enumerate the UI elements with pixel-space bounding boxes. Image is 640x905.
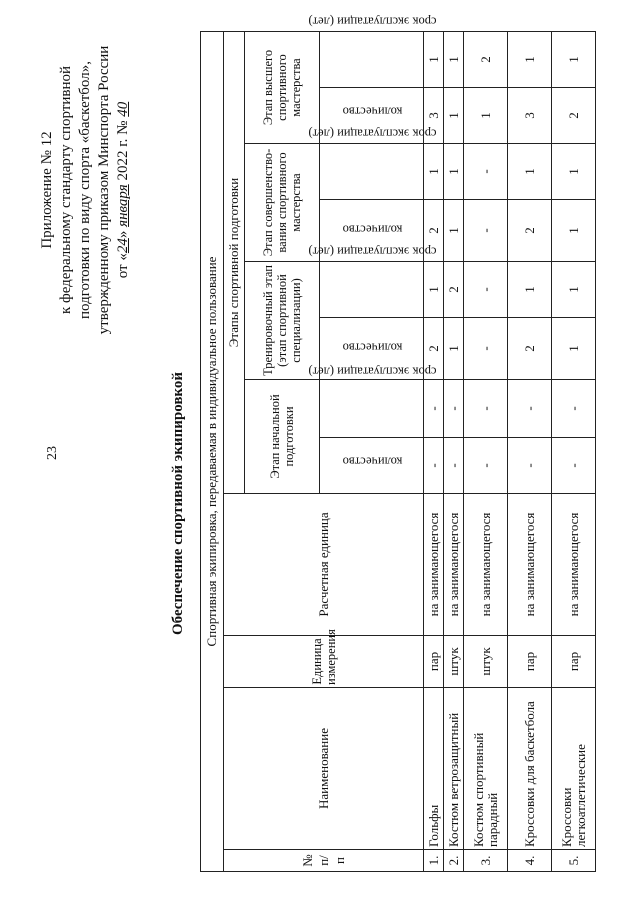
row-num: 3. (464, 850, 508, 872)
row-unit: пар (508, 636, 552, 688)
row-value: 1 (508, 262, 552, 318)
page-title: Обеспечение спортивной экипировкой (170, 371, 186, 635)
row-unit: штук (444, 636, 464, 688)
table-row (424, 32, 444, 872)
row-value: 1 (444, 32, 464, 88)
table-row (464, 32, 508, 872)
date-mid: » (115, 230, 131, 239)
col-name-header: Наименование (224, 688, 424, 850)
row-value: 1 (444, 144, 464, 200)
term-header (307, 244, 437, 318)
row-value: - (552, 438, 596, 494)
row-num: 5. (552, 850, 596, 872)
row-value: 1 (552, 200, 596, 262)
col-calc-header: Расчетная единица (224, 494, 424, 636)
date-number: 40 (115, 101, 131, 117)
qty-label: количество (342, 104, 402, 119)
appendix-header (38, 35, 133, 345)
row-value: - (444, 438, 464, 494)
appendix-line: утвержденному приказом Минспорта России (96, 45, 112, 335)
row-unit: штук (464, 636, 508, 688)
row-calc: на занимающегося (508, 494, 552, 636)
row-value: - (508, 380, 552, 438)
row-value: - (464, 144, 508, 200)
table-row (508, 32, 552, 872)
row-value: 2 (424, 318, 444, 380)
row-value: 1 (424, 262, 444, 318)
row-value: - (552, 380, 596, 438)
row-name: Гольфы (424, 688, 444, 850)
row-value: 1 (464, 88, 508, 144)
row-value: 2 (552, 88, 596, 144)
row-value: - (424, 438, 444, 494)
row-value: - (464, 262, 508, 318)
row-value: 2 (424, 200, 444, 262)
equipment-table (200, 14, 596, 872)
date-prefix: от « (115, 253, 131, 279)
row-name: Кроссовки для баскетбола (508, 688, 552, 850)
row-value: - (464, 380, 508, 438)
row-value: 1 (444, 318, 464, 380)
row-value: 1 (444, 88, 464, 144)
row-value: 3 (424, 88, 444, 144)
row-value: 3 (508, 88, 552, 144)
row-value: - (424, 380, 444, 438)
stages-header: Этапы спортивной подготовки (224, 32, 245, 494)
table-row (444, 32, 464, 872)
term-header (307, 126, 437, 200)
row-num: 2. (444, 850, 464, 872)
stage-header-4: Этап высшего спортивного мастерства (245, 32, 320, 144)
appendix-date (114, 35, 133, 345)
row-value: 1 (424, 32, 444, 88)
row-name: Кроссовки легкоатлетические (552, 688, 596, 850)
qty-label: количество (342, 222, 402, 237)
term-label: срок эксплуатации (лет) (307, 244, 437, 259)
col-unit-header: Единица измерения (224, 636, 424, 688)
row-name: Костюм ветрозащитный (444, 688, 464, 850)
row-unit: пар (424, 636, 444, 688)
date-day: 24 (115, 238, 131, 254)
row-value: 1 (552, 144, 596, 200)
term-label: срок эксплуатации (лет) (307, 126, 437, 141)
row-value: 2 (508, 318, 552, 380)
row-value: 2 (444, 262, 464, 318)
qty-header (320, 438, 424, 494)
row-value: - (464, 438, 508, 494)
col-num-header: № п/п (224, 850, 424, 872)
term-header (307, 14, 437, 88)
term-label: срок эксплуатации (лет) (307, 364, 437, 379)
row-value: 1 (552, 32, 596, 88)
row-value: 2 (464, 32, 508, 88)
row-value: - (464, 200, 508, 262)
qty-label: количество (342, 340, 402, 355)
row-calc: на занимающегося (444, 494, 464, 636)
row-value: 2 (508, 200, 552, 262)
row-value: 1 (508, 144, 552, 200)
appendix-line: к федеральному стандарту спортивной (58, 65, 74, 315)
row-value: - (444, 380, 464, 438)
row-num: 4. (508, 850, 552, 872)
appendix-title: Приложение № 12 (39, 131, 55, 249)
row-value: 1 (552, 262, 596, 318)
row-value: 1 (552, 318, 596, 380)
row-calc: на занимающегося (552, 494, 596, 636)
stage-header-2: Тренировочный этап (этап спортивной специализации) (245, 262, 320, 380)
date-month: января (115, 184, 131, 227)
table-row (552, 32, 596, 872)
date-year: 2022 г. № (115, 120, 131, 181)
row-unit: пар (552, 636, 596, 688)
row-calc: на занимающегося (424, 494, 444, 636)
term-label: срок эксплуатации (лет) (307, 14, 437, 29)
stage-header-3: Этап совершенство-вания спортивного мастерства (245, 144, 320, 262)
row-value: 1 (424, 144, 444, 200)
page-number: 23 (45, 446, 60, 460)
group-header: Спортивная экипировка, передаваемая в индивидуальное пользование (201, 32, 224, 872)
row-value: - (508, 438, 552, 494)
row-value: 1 (508, 32, 552, 88)
qty-label: количество (342, 454, 402, 469)
appendix-line: подготовки по виду спорта «баскетбол», (77, 61, 93, 319)
row-name: Костюм спортивный парадный (464, 688, 508, 850)
row-value: 1 (444, 200, 464, 262)
row-value: - (464, 318, 508, 380)
term-header (307, 364, 437, 438)
row-num: 1. (424, 850, 444, 872)
stage-header-1: Этап начальной подготовки (245, 380, 320, 494)
row-calc: на занимающегося (464, 494, 508, 636)
